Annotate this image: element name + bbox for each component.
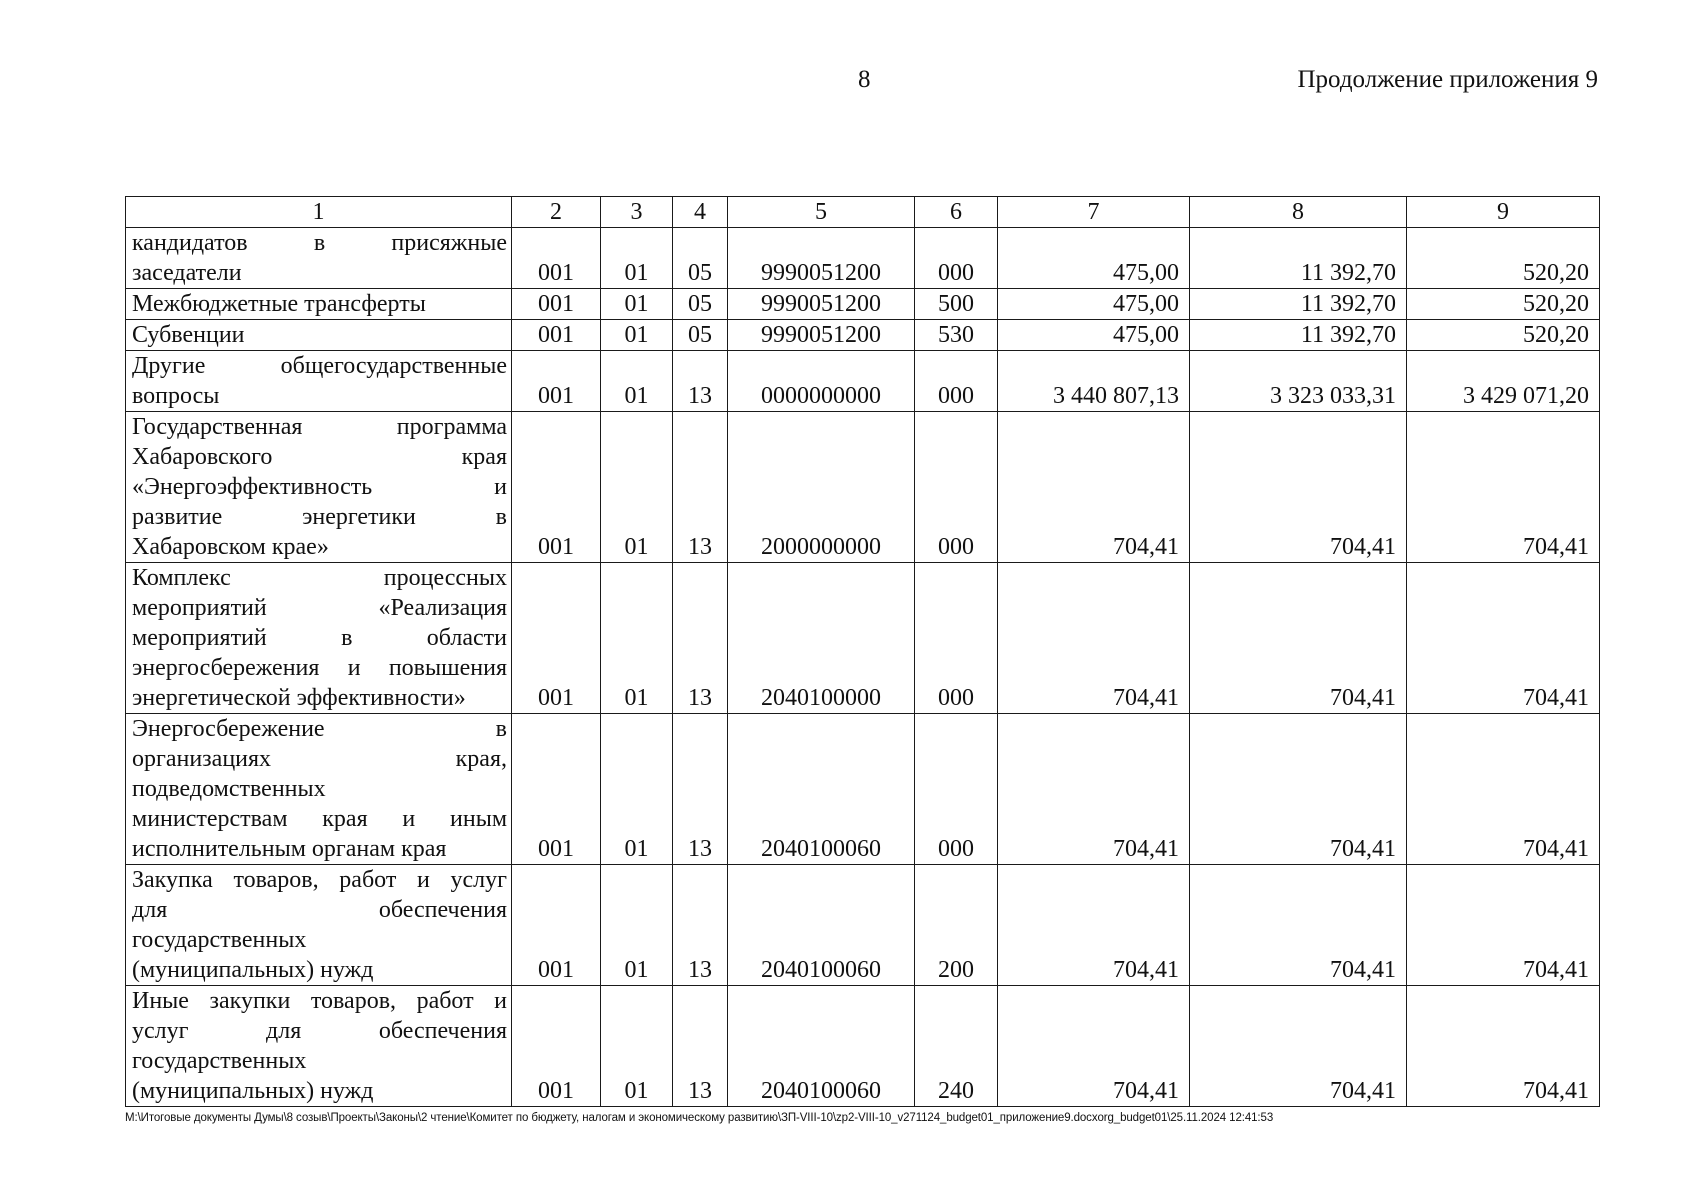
admin-code-cell: 001 xyxy=(512,563,601,714)
amount-cell-col-9: 704,41 xyxy=(1407,412,1600,563)
row-name-cell xyxy=(126,412,512,563)
amount-cell-col-7: 475,00 xyxy=(998,228,1190,289)
admin-code-cell: 001 xyxy=(512,412,601,563)
amount-cell-col-8: 11 392,70 xyxy=(1190,320,1407,351)
expense-type-cell: 000 xyxy=(915,412,998,563)
expense-type-cell: 500 xyxy=(915,289,998,320)
header-row xyxy=(126,197,1600,228)
row-name-cell xyxy=(126,228,512,289)
expense-type-cell: 200 xyxy=(915,865,998,986)
row-name-cell xyxy=(126,986,512,1107)
row-name-cell xyxy=(126,714,512,865)
row-name-line: Другие общегосударственные xyxy=(132,353,507,379)
column-header-4: 4 xyxy=(673,197,728,228)
row-name-line: Межбюджетные трансферты xyxy=(132,291,426,317)
page-number: 8 xyxy=(858,66,871,93)
row-name-line: (муниципальных) нужд xyxy=(132,957,374,983)
table-row xyxy=(126,986,1600,1107)
subsection-code-cell: 13 xyxy=(673,865,728,986)
subsection-code-cell: 05 xyxy=(673,320,728,351)
amount-cell-col-8: 704,41 xyxy=(1190,865,1407,986)
row-name-line: кандидатов в присяжные xyxy=(132,230,507,256)
admin-code-cell: 001 xyxy=(512,714,601,865)
row-name-line: для обеспечения xyxy=(132,897,507,923)
row-name-line: Энергосбережение в xyxy=(132,716,507,742)
row-name-line: заседатели xyxy=(132,260,242,286)
table-row xyxy=(126,320,1600,351)
budget-table xyxy=(125,196,1600,1107)
row-name-line: услуг для обеспечения xyxy=(132,1018,507,1044)
amount-cell-col-9: 520,20 xyxy=(1407,289,1600,320)
row-name-line: Комплекс процессных xyxy=(132,565,507,591)
amount-cell-col-8: 11 392,70 xyxy=(1190,289,1407,320)
section-code-cell: 01 xyxy=(601,351,673,412)
amount-cell-col-8: 11 392,70 xyxy=(1190,228,1407,289)
admin-code-cell: 001 xyxy=(512,289,601,320)
row-name-line: Хабаровском крае» xyxy=(132,534,329,560)
amount-cell-col-7: 704,41 xyxy=(998,714,1190,865)
table-row xyxy=(126,563,1600,714)
column-header-6: 6 xyxy=(915,197,998,228)
table-row xyxy=(126,351,1600,412)
subsection-code-cell: 13 xyxy=(673,412,728,563)
row-name-line: Субвенции xyxy=(132,322,245,348)
expense-type-cell: 000 xyxy=(915,228,998,289)
subsection-code-cell: 13 xyxy=(673,986,728,1107)
section-code-cell: 01 xyxy=(601,986,673,1107)
amount-cell-col-9: 704,41 xyxy=(1407,865,1600,986)
row-name-line: мероприятий «Реализация xyxy=(132,595,507,621)
amount-cell-col-7: 704,41 xyxy=(998,412,1190,563)
row-name-line: (муниципальных) нужд xyxy=(132,1078,374,1104)
row-name-line: государственных xyxy=(132,927,307,953)
column-header-8: 8 xyxy=(1190,197,1407,228)
row-name-line: вопросы xyxy=(132,383,220,409)
target-article-cell: 2040100060 xyxy=(728,714,915,865)
section-code-cell: 01 xyxy=(601,563,673,714)
row-name-cell xyxy=(126,563,512,714)
amount-cell-col-8: 3 323 033,31 xyxy=(1190,351,1407,412)
subsection-code-cell: 13 xyxy=(673,563,728,714)
column-header-9: 9 xyxy=(1407,197,1600,228)
subsection-code-cell: 13 xyxy=(673,714,728,865)
table-row xyxy=(126,865,1600,986)
continuation-title: Продолжение приложения 9 xyxy=(1297,66,1598,93)
target-article-cell: 2040100060 xyxy=(728,986,915,1107)
target-article-cell: 2040100060 xyxy=(728,865,915,986)
section-code-cell: 01 xyxy=(601,714,673,865)
admin-code-cell: 001 xyxy=(512,228,601,289)
amount-cell-col-8: 704,41 xyxy=(1190,563,1407,714)
section-code-cell: 01 xyxy=(601,865,673,986)
amount-cell-col-7: 475,00 xyxy=(998,289,1190,320)
row-name-cell xyxy=(126,351,512,412)
subsection-code-cell: 05 xyxy=(673,289,728,320)
table-row xyxy=(126,412,1600,563)
target-article-cell: 9990051200 xyxy=(728,320,915,351)
row-name-line: энергетической эффективности» xyxy=(132,685,466,711)
section-code-cell: 01 xyxy=(601,289,673,320)
admin-code-cell: 001 xyxy=(512,865,601,986)
row-name-line: организациях края, xyxy=(132,746,507,772)
amount-cell-col-8: 704,41 xyxy=(1190,412,1407,563)
row-name-line: исполнительным органам края xyxy=(132,836,447,862)
section-code-cell: 01 xyxy=(601,412,673,563)
amount-cell-col-9: 520,20 xyxy=(1407,228,1600,289)
row-name-line: Государственная программа xyxy=(132,414,507,440)
subsection-code-cell: 05 xyxy=(673,228,728,289)
column-header-7: 7 xyxy=(998,197,1190,228)
row-name-line: подведомственных xyxy=(132,776,326,802)
target-article-cell: 0000000000 xyxy=(728,351,915,412)
table-row xyxy=(126,228,1600,289)
amount-cell-col-8: 704,41 xyxy=(1190,714,1407,865)
admin-code-cell: 001 xyxy=(512,351,601,412)
expense-type-cell: 530 xyxy=(915,320,998,351)
footer-file-path: M:\Итоговые документы Думы\8 созыв\Проекты\Законы\2 чтение\Комитет по бюджету, налогам и экономическому развитию\ЗП-VIII-10\zp2-VIII-10_v271124_budget01_приложение9.docxorg_budget01\25.11.2024 12:41:53 xyxy=(125,1112,1274,1124)
admin-code-cell: 001 xyxy=(512,320,601,351)
amount-cell-col-9: 704,41 xyxy=(1407,714,1600,865)
row-name-cell xyxy=(126,320,512,351)
row-name-cell xyxy=(126,865,512,986)
subsection-code-cell: 13 xyxy=(673,351,728,412)
amount-cell-col-9: 704,41 xyxy=(1407,986,1600,1107)
target-article-cell: 9990051200 xyxy=(728,228,915,289)
amount-cell-col-7: 704,41 xyxy=(998,865,1190,986)
column-header-1: 1 xyxy=(126,197,512,228)
amount-cell-col-9: 3 429 071,20 xyxy=(1407,351,1600,412)
amount-cell-col-8: 704,41 xyxy=(1190,986,1407,1107)
row-name-line: Закупка товаров, работ и услуг xyxy=(132,867,507,893)
expense-type-cell: 000 xyxy=(915,563,998,714)
row-name-line: энергосбережения и повышения xyxy=(132,655,507,681)
amount-cell-col-7: 704,41 xyxy=(998,563,1190,714)
row-name-cell xyxy=(126,289,512,320)
row-name-line: развитие энергетики в xyxy=(132,504,507,530)
target-article-cell: 2000000000 xyxy=(728,412,915,563)
admin-code-cell: 001 xyxy=(512,986,601,1107)
section-code-cell: 01 xyxy=(601,320,673,351)
amount-cell-col-9: 520,20 xyxy=(1407,320,1600,351)
column-header-3: 3 xyxy=(601,197,673,228)
row-name-line: государственных xyxy=(132,1048,307,1074)
row-name-line: Хабаровского края xyxy=(132,444,507,470)
row-name-line: «Энергоэффективность и xyxy=(132,474,507,500)
column-header-2: 2 xyxy=(512,197,601,228)
row-name-line: Иные закупки товаров, работ и xyxy=(132,988,507,1014)
table-body xyxy=(126,228,1600,1107)
column-header-5: 5 xyxy=(728,197,915,228)
expense-type-cell: 000 xyxy=(915,351,998,412)
expense-type-cell: 240 xyxy=(915,986,998,1107)
amount-cell-col-7: 704,41 xyxy=(998,986,1190,1107)
amount-cell-col-7: 3 440 807,13 xyxy=(998,351,1190,412)
table-row xyxy=(126,714,1600,865)
amount-cell-col-7: 475,00 xyxy=(998,320,1190,351)
section-code-cell: 01 xyxy=(601,228,673,289)
row-name-line: министерствам края и иным xyxy=(132,806,507,832)
row-name-line: мероприятий в области xyxy=(132,625,507,651)
table-header xyxy=(126,197,1600,228)
table-row xyxy=(126,289,1600,320)
target-article-cell: 9990051200 xyxy=(728,289,915,320)
amount-cell-col-9: 704,41 xyxy=(1407,563,1600,714)
target-article-cell: 2040100000 xyxy=(728,563,915,714)
expense-type-cell: 000 xyxy=(915,714,998,865)
